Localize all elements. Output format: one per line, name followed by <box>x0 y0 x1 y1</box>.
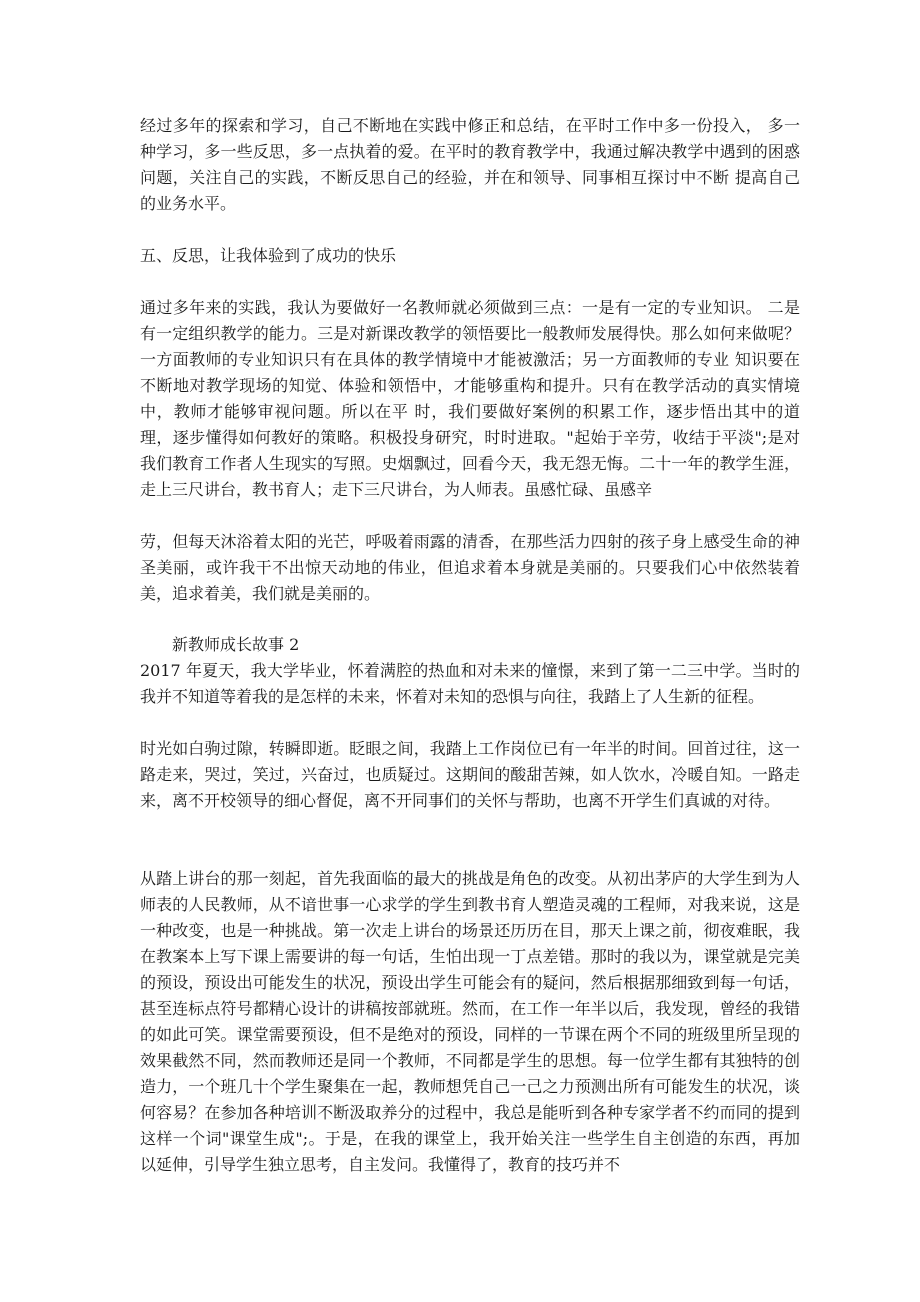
document-page <box>140 0 800 1302</box>
paragraph-time-flies: 时光如白驹过隙，转瞬即逝。眨眼之间，我踏上工作岗位已有一年半的时间。回首过往，这一路走来，哭过，笑过，兴奋过，也质疑过。这期间的酸甜苦辣，如人饮水，冷暖自知。一路走来，离不开校领导的细心督促，离不开同事们的关怀与帮助，也离不开学生们真诚的对待。 <box>140 739 800 810</box>
section-heading-five: 五、反思，让我体验到了成功的快乐 <box>140 246 397 265</box>
paragraph-practice-reflection: 经过多年的探索和学习，自己不断地在实践中修正和总结，在平时工作中多一份投入， 多一种学习，多一些反思，多一点执着的爱。在平时的教育教学中，我通过解决教学中遇到的困惑问题，关注自己的实践，不断反思自己的经验，并在和领导、同事相互探讨中不断 提高自己的业务水平。 <box>140 116 800 213</box>
paragraph-three-points: 通过多年来的实践，我认为要做好一名教师就必须做到三点：一是有一定的专业知识。 二是有一定组织教学的能力。三是对新课改教学的领悟要比一般教师发展得快。那么如何来做呢？一方面教师的专业知识只有在具体的教学情境中才能被激活；另一方面教师的专业 知识要在不断地对教学现场的知觉、体验和领悟中，才能够重构和提升。只有在教学活动的真实情境中，教师才能够审视问题。所以在平 时，我们要做好案例的积累工作，逐步悟出其中的道理，逐步懂得如何教好的策略。积极投身研究，时时进取。"起始于辛劳，收结于平淡";是对我们教育工作者人生现实的写照。史烟飘过，回看今天，我无怨无悔。二十一年的教学生涯，走上三尺讲台，教书育人；走下三尺讲台，为人师表。虽感忙碌、虽感辛 <box>140 298 800 499</box>
paragraph-role-change: 从踏上讲台的那一刻起，首先我面临的最大的挑战是角色的改变。从初出茅庐的大学生到为人师表的人民教师，从不谙世事一心求学的学生到教书育人塑造灵魂的工程师，对我来说，这是一种改变，也是一种挑战。第一次走上讲台的场景还历历在目，那天上课之前，彻夜难眠，我在教案本上写下课上需要讲的每一句话，生怕出现一丁点差错。那时的我以为，课堂就是完美的预设，预设出可能发生的状况，预设出学生可能会有的疑问，然后根据那细致到每一句话，甚至连标点符号都精心设计的讲稿按部就班。然而，在工作一年半以后，我发现，曾经的我错的如此可笑。课堂需要预设，但不是绝对的预设，同样的一节课在两个不同的班级里所呈现的效果截然不同，然而教师还是同一个教师，不同都是学生的思想。每一位学生都有其独特的创造力，一个班几十个学生聚集在一起，教师想凭自己一己之力预测出所有可能发生的状况，谈何容易？在参加各种培训不断汲取养分的过程中，我总是能听到各种专家学者不约而同的提到这样一个词"课堂生成";。于是，在我的课堂上，我开始关注一些学生自主创造的东西，再加以延伸，引导学生独立思考，自主发问。我懂得了，教育的技巧并不 <box>140 869 800 1174</box>
story-title: 新教师成长故事 2 <box>172 635 300 654</box>
paragraph-graduation: 2017 年夏天，我大学毕业，怀着满腔的热血和对未来的憧憬，来到了第一二三中学。当时的我并不知道等着我的是怎样的未来，怀着对未知的恐惧与向往，我踏上了人生新的征程。 <box>140 661 800 706</box>
paragraph-beauty: 劳，但每天沐浴着太阳的光芒，呼吸着雨露的清香，在那些活力四射的孩子身上感受生命的神圣美丽，或许我干不出惊天动地的伟业，但追求着本身就是美丽的。只要我们心中依然装着美，追求着美，我们就是美丽的。 <box>140 532 800 603</box>
